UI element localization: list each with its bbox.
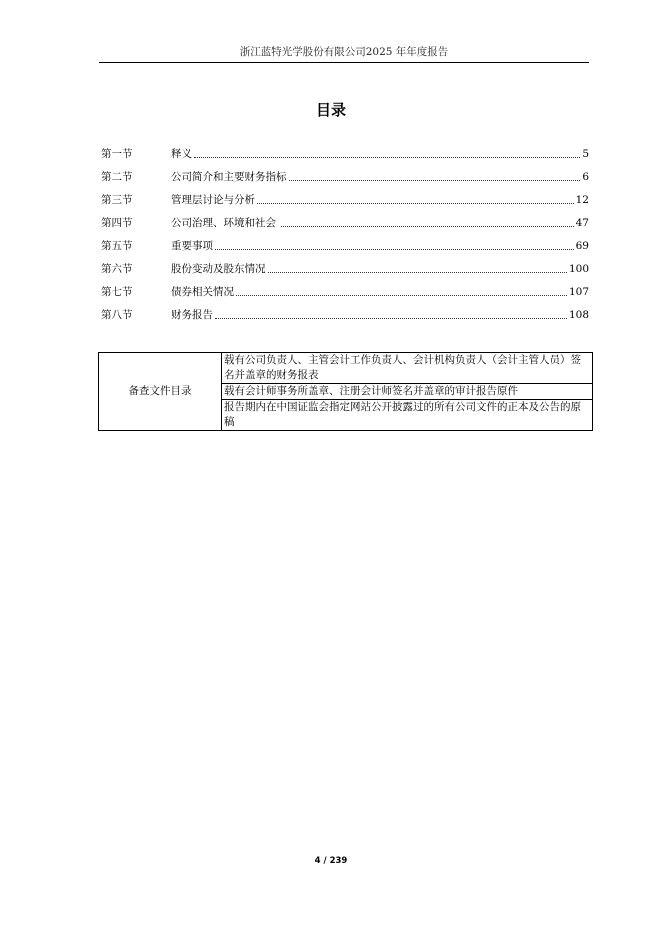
page-header: 浙江蓝特光学股份有限公司2025 年年度报告	[239, 46, 449, 58]
toc-section-number: 第一节	[101, 148, 133, 160]
toc-entry[interactable]	[101, 207, 589, 230]
toc-entry[interactable]	[101, 276, 589, 299]
reference-documents-table	[98, 352, 593, 431]
toc-entry[interactable]	[101, 253, 589, 276]
toc-leader-dots	[215, 317, 567, 319]
reference-doc-item: 载有会计师事务所盖章、注册会计师签名并盖章的审计报告原件	[222, 384, 593, 400]
toc-section-number: 第二节	[101, 171, 133, 183]
toc-page-number: 12	[575, 194, 589, 206]
toc-section-title: 管理层讨论与分析	[171, 194, 255, 206]
toc-section-title: 公司简介和主要财务指标	[171, 171, 287, 183]
toc-page-number: 47	[575, 217, 589, 229]
reference-doc-item: 报告期内在中国证监会指定网站公开披露过的所有公司文件的正本及公告的原稿	[222, 400, 593, 431]
toc-section-title: 股份变动及股东情况	[171, 263, 266, 275]
table-of-contents	[101, 138, 589, 322]
toc-section-number: 第八节	[101, 309, 133, 321]
toc-page-number: 107	[568, 286, 589, 298]
toc-leader-dots	[236, 294, 567, 296]
toc-leader-dots	[268, 271, 567, 273]
toc-section-title: 重要事项	[171, 240, 213, 252]
toc-section-title: 财务报告	[171, 309, 213, 321]
toc-section-number: 第七节	[101, 286, 133, 298]
header-divider	[99, 62, 589, 63]
toc-section-title: 释义	[171, 148, 192, 160]
reference-docs-label: 备查文件目录	[99, 353, 222, 431]
table-row	[99, 353, 593, 384]
toc-section-title: 债券相关情况	[171, 286, 234, 298]
toc-entry[interactable]	[101, 161, 589, 184]
toc-page-number: 108	[568, 309, 589, 321]
toc-leader-dots	[194, 156, 580, 158]
toc-section-number: 第六节	[101, 263, 133, 275]
toc-page-number: 69	[575, 240, 589, 252]
toc-section-title: 公司治理、环境和社会	[171, 217, 280, 229]
toc-section-number: 第五节	[101, 240, 133, 252]
toc-leader-dots	[215, 248, 574, 250]
toc-section-number: 第四节	[101, 217, 133, 229]
toc-leader-dots	[281, 225, 573, 227]
toc-entry[interactable]	[101, 230, 589, 253]
toc-section-number: 第三节	[101, 194, 133, 206]
toc-page-number: 100	[568, 263, 589, 275]
toc-leader-dots	[289, 179, 581, 181]
reference-doc-item: 载有公司负责人、主管会计工作负责人、会计机构负责人（会计主管人员）签名并盖章的财务报表	[222, 353, 593, 384]
toc-leader-dots	[257, 202, 574, 204]
toc-page-number: 6	[582, 171, 589, 183]
toc-page-number: 5	[582, 148, 589, 160]
toc-entry[interactable]	[101, 184, 589, 207]
toc-entry[interactable]	[101, 299, 589, 322]
toc-title: 目录	[315, 101, 346, 119]
toc-entry[interactable]	[101, 138, 589, 161]
page-number: 4 / 239	[314, 856, 348, 866]
